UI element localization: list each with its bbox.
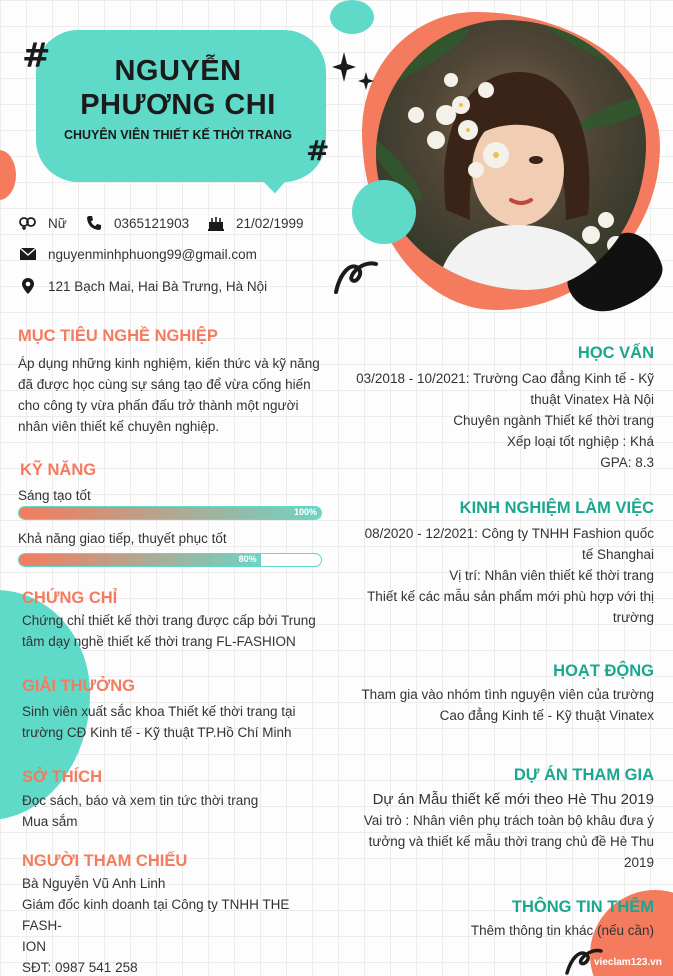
email-value[interactable]: nguyenminhphuong99@gmail.com [48,246,257,262]
skills-heading: KỸ NĂNG [20,461,97,479]
watermark: vieclam123.vn [594,957,662,968]
hobbies-text: Đọc sách, báo và xem tin tức thời trang Mua sắm [22,793,259,829]
squiggle-icon [332,254,380,301]
email-icon [18,246,38,262]
more-info-heading: THÔNG TIN THÊM [511,898,654,916]
phone-value[interactable]: 0365121903 [114,215,190,231]
projects-heading: DỰ ÁN THAM GIA [513,766,654,784]
birthday-row [206,215,304,231]
activities-heading: HOẠT ĐỘNG [553,662,654,680]
gender-row [18,215,67,231]
skill-percent: 80% [238,554,257,564]
hash-icon: # [22,36,51,76]
location-pin-icon [18,278,38,294]
experience-heading: KINH NGHIỆM LÀM VIỆC [459,499,654,517]
objective-text: Áp dụng những kinh nghiệm, kiến thức và kỹ năng đã được học cùng sự sáng tạo để vừa cống hiến cho công ty vừa phấn đấu trở thành một người nhân viên thiết kế chuyên nghiệp. [18,356,320,434]
activities-text: Tham gia vào nhóm tình nguyện viên của trường Cao đẳng Kinh tế - Kỹ thuật Vinatex [361,687,654,723]
projects-text: Vai trò : Nhân viên phụ trách toàn bộ khâu đưa ý tưởng và thiết kế mẫu thời trang chủ đề Hè Thu 2019 [363,813,654,870]
skill-progress-bar [18,506,322,520]
references-heading: NGƯỜI THAM CHIẾU [22,852,188,870]
job-title: CHUYÊN VIÊN THIẾT KẾ THỜI TRANG [63,128,293,142]
education-text: 03/2018 - 10/2021: Trường Cao đẳng Kinh tế - Kỹ thuật Vinatex Hà Nội Chuyên ngành Thiết kế thời trang Xếp loại tốt nghiệp : Khá GPA: 8.3 [356,371,654,470]
address-row [18,278,267,294]
skill-label: Khả năng giao tiếp, thuyết phục tốt [18,531,227,546]
skill-percent: 100% [293,507,317,517]
hobbies-heading: SỞ THÍCH [22,768,103,786]
awards-heading: GIẢI THƯỞNG [22,677,136,695]
more-info-text: Thêm thông tin khác (nếu cần) [470,923,654,938]
certificates-heading: CHỨNG CHỈ [22,589,118,607]
gender-value: Nữ [48,215,67,231]
education-heading: HỌC VẤN [577,344,654,362]
objective-heading: MỤC TIÊU NGHỀ NGHIỆP [18,327,218,345]
skill-label: Sáng tạo tốt [18,488,91,503]
phone-icon [84,215,104,231]
birthday-value: 21/02/1999 [236,215,304,231]
gender-icon [18,215,38,231]
cake-icon [206,215,226,231]
project-name: Dự án Mẫu thiết kế mới theo Hè Thu 2019 [372,791,654,808]
hash-icon: # [306,134,330,167]
skill-progress-fill [19,507,321,519]
experience-text: 08/2020 - 12/2021: Công ty TNHH Fashion quốc tế Shanghai Vị trí: Nhân viên thiết kế thời trang Thiết kế các mẫu sản phẩm mới phù hợp với thị trường [364,526,654,625]
skill-progress-bar [18,553,322,567]
skill-progress-fill [19,554,261,566]
teal-blob-decoration [330,0,374,34]
candidate-name: NGUYỄN PHƯƠNG CHI [80,55,276,121]
teal-circle-decoration [352,180,416,244]
phone-row [84,215,189,231]
email-row [18,246,257,262]
awards-text: Sinh viên xuất sắc khoa Thiết kế thời trang tại trường CĐ Kinh tế - Kỹ thuật TP.Hồ Chí Minh [22,704,296,740]
orange-blob-decoration [0,150,16,200]
address-value: 121 Bạch Mai, Hai Bà Trưng, Hà Nội [48,278,268,294]
certificates-text: Chứng chỉ thiết kế thời trang được cấp bởi Trung tâm dạy nghề thiết kế thời trang FL-FASHION [22,613,316,649]
sparkle-icon [332,50,376,99]
references-text: Bà Nguyễn Vũ Anh Linh Giám đốc kinh doanh tại Công ty TNHH THE FASH- ION SĐT: 0987 541 258 [22,876,290,975]
